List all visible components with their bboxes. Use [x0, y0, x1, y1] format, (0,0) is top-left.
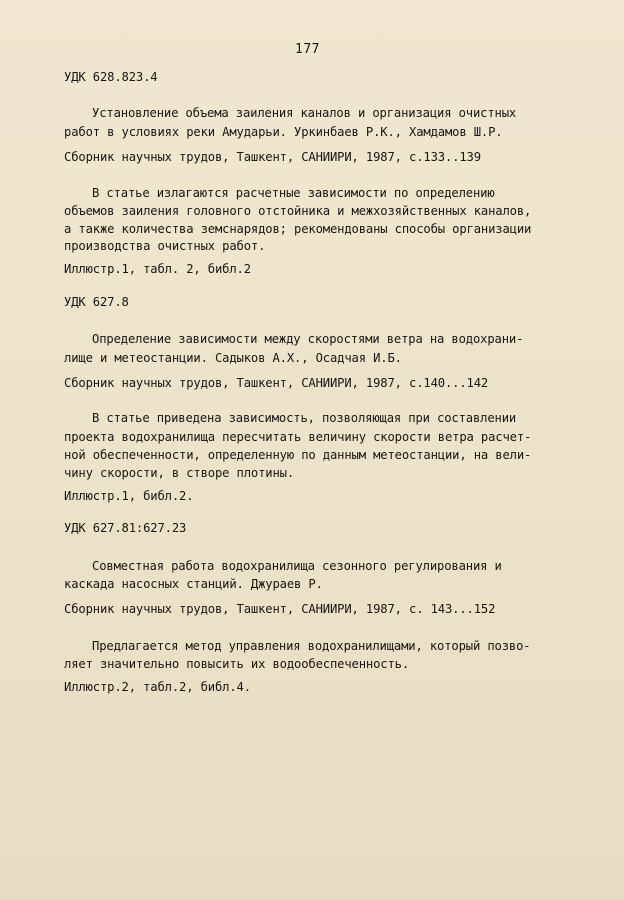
- entry-1-refs: Иллюстр.1, табл. 2, библ.2: [64, 262, 251, 276]
- entry-2-abstract-line: чину скорости, в створе плотины.: [64, 466, 294, 480]
- entry-1-abstract-line: а также количества земснарядов; рекомендованы способы организации: [64, 222, 532, 236]
- entry-1-source: Сборник научных трудов, Ташкент, САНИИРИ, 1987, с.133..139: [64, 150, 481, 164]
- entry-3-title-line: Совместная работа водохранилища сезонного регулирования и: [92, 559, 502, 573]
- entry-3-title-line: каскада насосных станций. Джураев Р.: [64, 577, 323, 591]
- page-number: 177: [295, 42, 320, 57]
- entry-2-abstract-line: проекта водохранилища пересчитать величину скорости ветра расчет-: [64, 430, 532, 444]
- entry-3-source: Сборник научных трудов, Ташкент, САНИИРИ, 1987, с. 143...152: [64, 602, 496, 616]
- entry-1-abstract-line: В статье излагаются расчетные зависимости по определению: [92, 186, 495, 200]
- entry-1-abstract-line: производства очистных работ.: [64, 239, 266, 253]
- entry-2-abstract-line: ной обеспеченности, определенную по данным метеостанции, на вели-: [64, 448, 532, 462]
- entry-2-udk: УДК 627.8: [64, 295, 129, 309]
- entry-2-title-line: лище и метеостанции. Садыков А.Х., Осадчая И.Б.: [64, 351, 402, 365]
- entry-3-abstract-line: ляет значительно повысить их водообеспеченность.: [64, 657, 409, 671]
- entry-3-udk: УДК 627.81:627.23: [64, 521, 187, 535]
- entry-2-abstract-line: В статье приведена зависимость, позволяющая при составлении: [92, 411, 517, 425]
- entry-2-refs: Иллюстр.1, библ.2.: [64, 489, 194, 503]
- entry-2-title-line: Определение зависимости между скоростями ветра на водохрани-: [92, 332, 524, 346]
- entry-1-title-line: работ в условиях реки Амударьи. Уркинбаев Р.К., Хамдамов Ш.Р.: [64, 125, 503, 139]
- entry-3-abstract-line: Предлагается метод управления водохранилищами, который позво-: [92, 639, 531, 653]
- entry-3-refs: Иллюстр.2, табл.2, библ.4.: [64, 680, 251, 694]
- entry-1-udk: УДК 628.823.4: [64, 70, 158, 84]
- entry-1-title-line: Установление объема заиления каналов и организация очистных: [92, 106, 517, 120]
- entry-2-source: Сборник научных трудов, Ташкент, САНИИРИ, 1987, с.140...142: [64, 376, 489, 390]
- entry-1-abstract-line: объемов заиления головного отстойника и межхозяйственных каналов,: [64, 204, 532, 218]
